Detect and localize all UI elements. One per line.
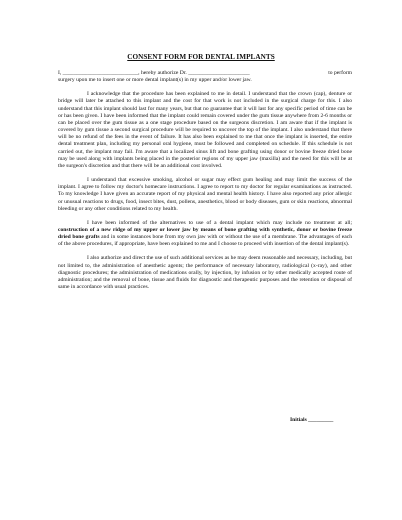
initials-field[interactable]: Initials _________ [290,417,334,423]
alternatives-bold-text: construction of a new ridge of my upper or lower jaw by means of bone grafting with synthetic, donor or bovine freeze dried bone grafts [58,226,352,241]
authorization-line-start: I, ___________________________, hereby authorize Dr. ______________________ [58,70,250,76]
alternatives-text-part2: and in some instances bone from my own jaw with or without the use of a membrane. The advantages of each of the above procedures, if appropriate, have been explained to me and I choose to proceed with insertion of the dental implant(s). [58,234,352,248]
alternatives-text-part1: I have been informed of the alternatives to use of a dental implant which may include no treatment at all; [87,219,352,226]
paragraph-alternatives [58,220,352,249]
document-title: CONSENT FORM FOR DENTAL IMPLANTS [127,53,275,61]
authorization-line-2: surgery upon me to insert one or more dental implant(s) in my upper and/or lower jaw. [58,77,252,84]
paragraph-additional-services: I also authorize and direct the use of such additional services as he may deem reasonable and necessary, including, but not limited to, the administration of anesthetic agents; the performance of necessary laboratory, radiological (x-ray), and other diagnostic procedures; the administration of medications orally, by injection, by infusion or by other medically accepted route of administration; and the removal of bone, tissue and fluids for diagnostic and therapeutic purposes and the retention or disposal of same in accordance with usual practices. [58,255,352,291]
paragraph-health-responsibilities: I understand that excessive smoking, alcohol or sugar may effect gum healing and may limit the success of the implant. I agree to follow my doctor's homecare instructions. I agree to report to my doctor for regular examinations as instructed. To my knowledge I have given an accurate report of my physical and mental health history. I have also reported any prior allergic or unusual reactions to drugs, food, insect bites, dust, pollens, anesthetics, blood or body diseases, gum or skin reactions, abnormal bleeding or any other conditions related to my health. [58,177,352,212]
authorization-line-end: to perform [328,70,352,76]
document-body [58,70,352,291]
paragraph-procedure-acknowledgement: I acknowledge that the procedure has been explained to me in detail. I understand that the crown (cap), denture or bridge will later be attached to this implant and the cost for that work is not included in the surgical charge for this. I also understand that this implant should last for many years, but that no guarantee that it will last for any specific period of time can be or has been given. I have been informed that the implant could remain covered under the gum tissue anywhere from 2-6 months or can be placed over the gum tissue as a one stage procedure based on the surgeons discretion. I am aware that if the implant is covered by gum tissue a second surgical procedure will be required to uncover the top of the implant. I also understand that there will be no refund of the fees in the event of failure. It has also been explained to me that once the implant is inserted, the entire dental treatment plan, including my personal oral hygiene, must be followed and completed on schedule. If this schedule is not carried out, the implant may fail. I'm aware that a localized sinus lift and bone grafting using donor or bovine freeze dried bone may be used along with implants being placed in the posterior regions of my upper jaw (maxilla) and the need for this will be at the surgeon's discretion and that there will be an additional cost involved. [58,91,352,169]
